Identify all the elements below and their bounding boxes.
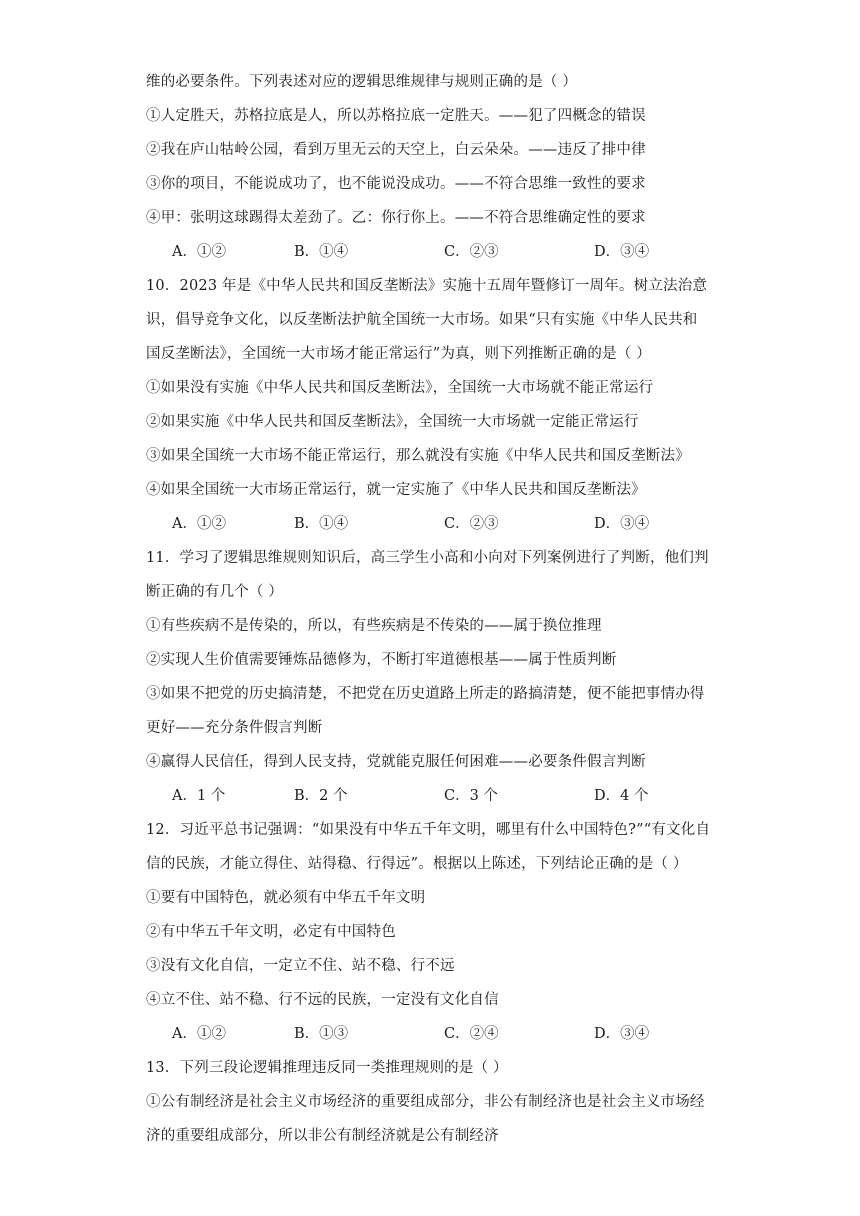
q11-option-d[interactable]: D．4 个: [594, 788, 649, 804]
q12-item-1: ①要有中国特色，就必须有中华五千年文明: [146, 890, 426, 906]
q12-options: [172, 1024, 732, 1044]
q12-option-b[interactable]: B．①③: [294, 1026, 349, 1042]
q9-option-b[interactable]: B．①④: [294, 244, 349, 260]
q9-stem: 维的必要条件。下列表述对应的逻辑思维规律与规则正确的是（ ）: [146, 74, 578, 90]
q10-stem-line-3: 国反垄断法》，全国统一大市场才能正常运行”为真，则下列推断正确的是（ ）: [146, 346, 651, 362]
q9-item-1: ①人定胜天，苏格拉底是人，所以苏格拉底一定胜天。——犯了四概念的错误: [146, 108, 646, 124]
q10-option-d[interactable]: D．③④: [594, 516, 650, 532]
q11-stem-line-2: 断正确的有几个（ ）: [146, 584, 284, 600]
q9-options: [172, 242, 732, 262]
q11-item-1: ①有些疾病不是传染的，所以，有些疾病是不传染的——属于换位推理: [146, 618, 602, 634]
q10-item-1: ①如果没有实施《中华人民共和国反垄断法》，全国统一大市场就不能正常运行: [146, 380, 654, 396]
q9-option-d[interactable]: D．③④: [594, 244, 650, 260]
q11-stem-line-1: 11．学习了逻辑思维规则知识后，高三学生小高和小向对下列案例进行了判断，他们判: [146, 550, 709, 566]
q10-item-4: ④如果全国统一大市场正常运行，就一定实施了《中华人民共和国反垄断法》: [146, 482, 646, 498]
q13-item-1: ①公有制经济是社会主义市场经济的重要组成部分，非公有制经济也是社会主义市场经: [146, 1094, 705, 1110]
q12-option-d[interactable]: D．③④: [594, 1026, 650, 1042]
q9-item-3: ③你的项目，不能说成功了，也不能说没成功。——不符合思维一致性的要求: [146, 176, 646, 192]
q11-option-b[interactable]: B．2 个: [294, 788, 348, 804]
q12-item-2: ②有中华五千年文明，必定有中国特色: [146, 924, 396, 940]
q12-item-4: ④立不住、站不稳、行不远的民族，一定没有文化自信: [146, 992, 499, 1008]
q10-item-2: ②如果实施《中华人民共和国反垄断法》，全国统一大市场就一定能正常运行: [146, 414, 639, 430]
q10-stem-line-1: 10．2023 年是《中华人民共和国反垄断法》实施十五周年暨修订一周年。树立法治意: [146, 278, 708, 294]
q11-options: [172, 786, 732, 806]
q9-option-c[interactable]: C．②③: [444, 244, 499, 260]
q12-item-3: ③没有文化自信，一定立不住、站不稳、行不远: [146, 958, 455, 974]
q10-option-a[interactable]: A．①②: [172, 516, 226, 532]
q11-item-3-cont: 更好——充分条件假言判断: [146, 720, 323, 736]
q9-item-4: ④甲：张明这球踢得太差劲了。乙：你行你上。——不符合思维确定性的要求: [146, 210, 646, 226]
q11-item-2: ②实现人生价值需要锤炼品德修为，不断打牢道德根基——属于性质判断: [146, 652, 617, 668]
q9-item-2: ②我在庐山牯岭公园，看到万里无云的天空上，白云朵朵。——违反了排中律: [146, 142, 646, 158]
q9-option-a[interactable]: A．①②: [172, 244, 226, 260]
q12-stem-line-2: 信的民族，才能立得住、站得稳、行得远”。根据以上陈述，下列结论正确的是（ ）: [146, 856, 688, 872]
q10-options: [172, 514, 732, 534]
q13-item-1-cont: 济的重要组成部分，所以非公有制经济就是公有制经济: [146, 1128, 499, 1144]
q10-stem-line-2: 识，倡导竞争文化，以反垄断法护航全国统一大市场。如果“只有实施《中华人民共和: [146, 312, 698, 328]
q11-option-a[interactable]: A．1 个: [172, 788, 226, 804]
q10-option-b[interactable]: B．①④: [294, 516, 349, 532]
q10-item-3: ③如果全国统一大市场不能正常运行，那么就没有实施《中华人民共和国反垄断法》: [146, 448, 690, 464]
q11-item-4: ④赢得人民信任，得到人民支持，党就能克服任何困难——必要条件假言判断: [146, 754, 646, 770]
q12-option-c[interactable]: C．②④: [444, 1026, 499, 1042]
q13-stem: 13．下列三段论逻辑推理违反同一类推理规则的是（ ）: [146, 1060, 508, 1076]
q12-option-a[interactable]: A．①②: [172, 1026, 226, 1042]
q11-option-c[interactable]: C．3 个: [444, 788, 498, 804]
q11-item-3: ③如果不把党的历史搞清楚，不把党在历史道路上所走的路搞清楚，便不能把事情办得: [146, 686, 705, 702]
q10-option-c[interactable]: C．②③: [444, 516, 499, 532]
q12-stem-line-1: 12．习近平总书记强调：“如果没有中华五千年文明，哪里有什么中国特色?”“有文化自: [146, 822, 711, 838]
